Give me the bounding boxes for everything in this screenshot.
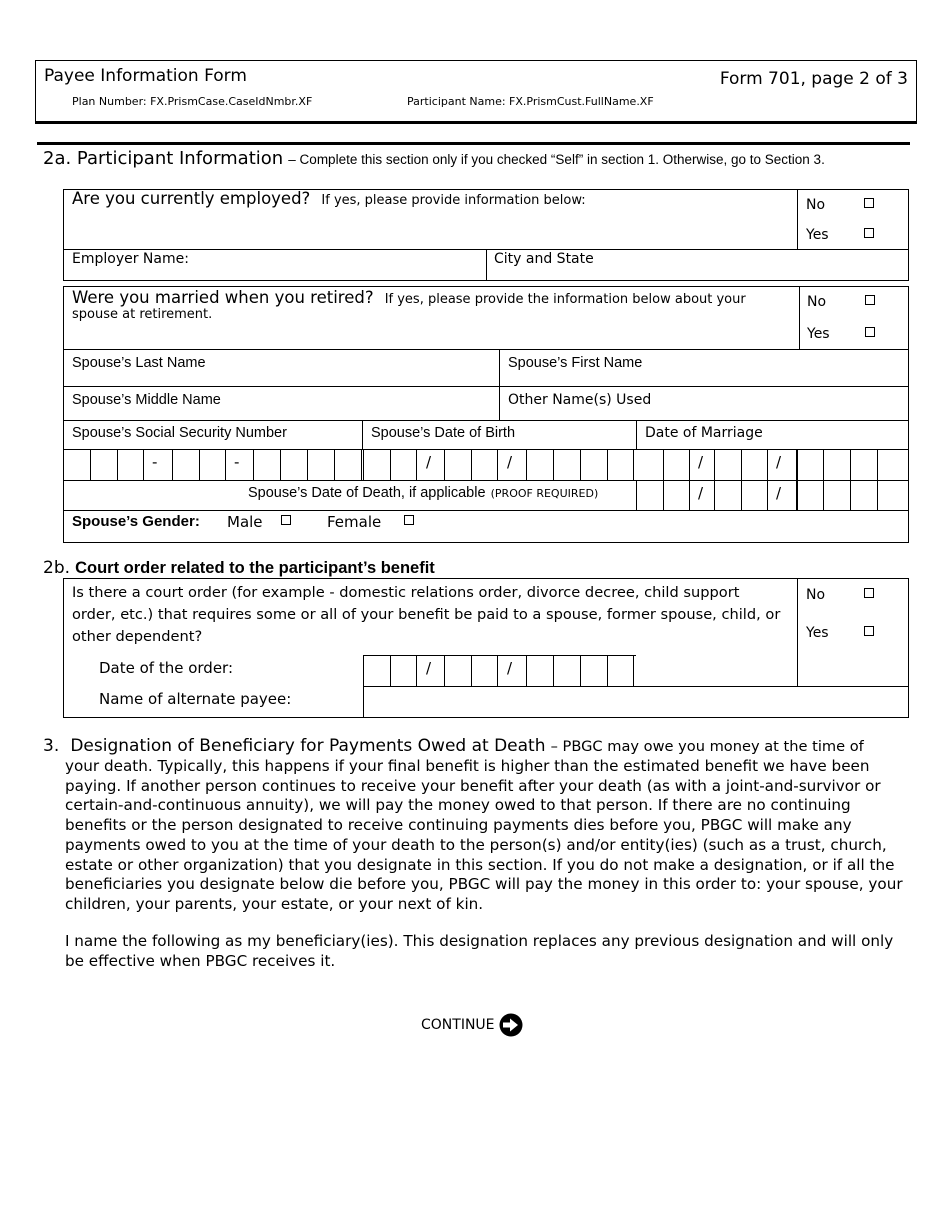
section-2a-heading: 2a. Participant Information – Complete this section only if you checked “Self” in section 1. Otherwise, go to Section 3.: [43, 148, 825, 169]
gender-male-checkbox[interactable]: [281, 515, 291, 525]
employed-question: Are you currently employed? If yes, please provide information below:: [72, 189, 586, 208]
section-3-line: payments owed to you at the time of your death to the person(s) and/or entity(ies) (such as a trust, church,: [65, 835, 887, 854]
city-state-label: City and State: [494, 251, 594, 267]
section-3-line: certain-and-continuous annuity), we will pay the money owed to that person. If there are no continuing: [65, 796, 851, 815]
gender-female-label: Female: [327, 513, 382, 531]
spouse-ssn-field[interactable]: - -: [63, 450, 363, 480]
order-date-field[interactable]: / /: [363, 655, 636, 686]
section-3-line: children, your parents, your estate, or your next of kin.: [65, 894, 484, 913]
married-hint: spouse at retirement.: [72, 307, 213, 322]
section-2b-heading: 2b. Court order related to the participant’s benefit: [43, 558, 435, 578]
court-order-no-checkbox[interactable]: [864, 588, 874, 598]
spouse-last-name-label: Spouse’s Last Name: [72, 355, 206, 371]
married-yes-label: Yes: [807, 326, 830, 342]
alternate-payee-label: Name of alternate payee:: [99, 690, 292, 708]
court-order-question-3: other dependent?: [72, 628, 203, 645]
court-order-question-2: order, etc.) that requires some or all of your benefit be paid to a spouse, former spouse, child, or: [72, 606, 781, 623]
gender-female-checkbox[interactable]: [404, 515, 414, 525]
plan-number: Plan Number: FX.PrismCase.CaseIdNmbr.XF: [72, 95, 313, 108]
form-title: Payee Information Form: [44, 66, 247, 86]
participant-name: Participant Name: FX.PrismCust.FullName.XF: [407, 95, 654, 108]
spouse-middle-name-field[interactable]: [64, 408, 498, 420]
date-of-marriage-label: Date of Marriage: [645, 425, 763, 441]
spouse-gender-label: Spouse’s Gender:: [72, 513, 200, 530]
employer-name-label: Employer Name:: [72, 251, 189, 267]
city-state-field[interactable]: [488, 265, 908, 280]
court-order-yes-label: Yes: [806, 625, 829, 641]
spouse-dod-field[interactable]: / /: [636, 481, 909, 510]
other-names-field[interactable]: [501, 408, 908, 420]
section-3-line: your death. Typically, this happens if your final benefit is higher than the estimated benefit we have been: [65, 757, 870, 775]
section-3-line: beneficiaries you designate below die before you, PBGC will pay the money in this order to: your spouse, your: [65, 875, 903, 894]
employed-yes-label: Yes: [806, 227, 829, 243]
alternate-payee-field[interactable]: [365, 688, 908, 717]
spouse-first-name-field[interactable]: [501, 372, 908, 386]
spouse-dod-label: Spouse’s Date of Death, if applicable (PROOF REQUIRED): [248, 485, 599, 501]
married-no-checkbox[interactable]: [865, 295, 875, 305]
married-question: Were you married when you retired? If yes, please provide the information below about your: [72, 288, 746, 307]
spouse-last-name-field[interactable]: [64, 372, 498, 386]
continue-label: CONTINUE: [421, 1017, 495, 1033]
employed-yes-checkbox[interactable]: [864, 228, 874, 238]
married-yes-checkbox[interactable]: [865, 327, 875, 337]
section-3-heading: 3. Designation of Beneficiary for Payments Owed at Death – PBGC may owe you money at the time of: [43, 736, 864, 756]
section-3-line: paying. If another person continues to receive your benefit after your death (as with a joint-and-survivor or: [65, 776, 881, 795]
beneficiary-statement: I name the following as my beneficiary(ies). This designation replaces any previous designation and will only be effective when PBGC receives it.: [65, 932, 894, 970]
section-divider: [37, 142, 910, 145]
order-date-label: Date of the order:: [99, 659, 234, 677]
spouse-dob-label: Spouse’s Date of Birth: [371, 425, 516, 441]
spouse-dob-field[interactable]: / /: [363, 450, 636, 480]
section-3-line: benefits or the person designated to receive continuing payments dies before you, PBGC will make any: [65, 816, 852, 835]
married-no-label: No: [807, 294, 827, 310]
gender-male-label: Male: [227, 513, 263, 531]
other-names-label: Other Name(s) Used: [508, 392, 652, 408]
section-3-line: estate or other organization) that you designate in this section. If you do not make a designation, or if all the: [65, 855, 895, 874]
date-of-marriage-field[interactable]: / /: [636, 450, 909, 480]
employed-no-checkbox[interactable]: [864, 198, 874, 208]
arrow-right-circle-icon: [499, 1013, 523, 1037]
continue-button[interactable]: [421, 1013, 523, 1037]
spouse-middle-name-label: Spouse’s Middle Name: [72, 392, 221, 408]
court-order-question-1: Is there a court order (for example - domestic relations order, divorce decree, child support: [72, 584, 740, 601]
spouse-first-name-label: Spouse’s First Name: [508, 355, 643, 371]
court-order-no-label: No: [806, 587, 826, 603]
section-3-body: [65, 757, 905, 915]
court-order-yes-checkbox[interactable]: [864, 626, 874, 636]
employer-name-field[interactable]: [64, 265, 485, 280]
employed-no-label: No: [806, 197, 826, 213]
spouse-ssn-label: Spouse’s Social Security Number: [72, 425, 287, 441]
form-page-id: Form 701, page 2 of 3: [719, 69, 908, 89]
